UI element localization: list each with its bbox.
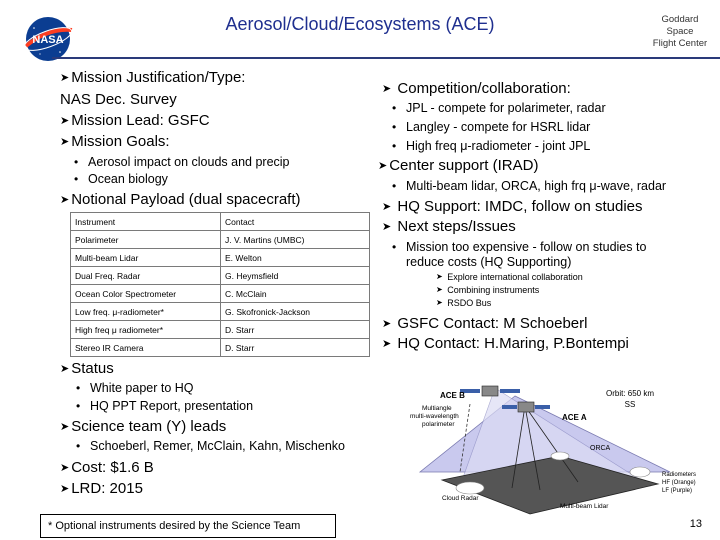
contact-cell: G. Skofronick-Jackson: [221, 303, 370, 321]
mission-diagram: [400, 376, 710, 516]
mission-lead: ➤ Mission Lead: GSFC: [60, 112, 210, 129]
instrument-cell: Polarimeter: [71, 231, 221, 249]
cloud-icon: [456, 482, 484, 494]
goal-item: • Ocean biology: [74, 172, 168, 186]
polarimeter-label-3: polarimeter: [422, 421, 455, 428]
competition-heading: ➤ Competition/collaboration:: [382, 80, 571, 97]
next-steps-item-continued: reduce costs (HQ Supporting): [406, 255, 572, 269]
next-steps-item: • Mission too expensive - follow on studies to: [392, 240, 647, 254]
table-row: [71, 285, 370, 303]
next-steps-heading: ➤ Next steps/Issues: [382, 218, 516, 235]
cloud-icon: [551, 452, 569, 460]
competition-item: • Langley - compete for HSRL lidar: [392, 120, 591, 134]
orbit-label-2: SS: [624, 400, 636, 409]
instrument-cell: Dual Freq. Radar: [71, 267, 221, 285]
hq-contact: ➤ HQ Contact: H.Maring, P.Bontempi: [382, 335, 629, 352]
competition-item: • High freq μ-radiometer - joint JPL: [392, 139, 591, 153]
cloud-icon: [630, 467, 650, 477]
table-row: [71, 231, 370, 249]
status-item: • White paper to HQ: [76, 381, 194, 395]
radiometer-label-2: HF (Orange): [662, 480, 696, 486]
instrument-cell: Low freq. μ-radiometer*: [71, 303, 221, 321]
mission-type: ➤ Mission Justification/Type:: [60, 69, 246, 86]
ace-a-label: ACE A: [562, 413, 587, 422]
contact-cell: J. V. Martins (UMBC): [221, 231, 370, 249]
hq-support: ➤ HQ Support: IMDC, follow on studies: [382, 198, 643, 215]
contact-cell: E. Welton: [221, 249, 370, 267]
contact-cell: D. Starr: [221, 321, 370, 339]
goal-item: • Aerosol impact on clouds and precip: [74, 155, 290, 169]
status-heading: ➤ Status: [60, 360, 114, 377]
lrd: ➤ LRD: 2015: [60, 480, 143, 497]
radar-label: Cloud Radar: [442, 495, 479, 502]
ace-b-label: ACE B: [440, 391, 465, 400]
science-team-heading: ➤ Science team (Y) leads: [60, 418, 227, 435]
center-support-item: • Multi-beam lidar, ORCA, high frq μ-wave, radar: [392, 179, 667, 193]
center-support-heading: ➤ Center support (IRAD): [378, 157, 539, 174]
contact-cell: G. Heymsfield: [221, 267, 370, 285]
table-header-row: [71, 213, 370, 231]
contact-cell: D. Starr: [221, 339, 370, 357]
table-row: [71, 303, 370, 321]
radiometer-label: Radiometers: [662, 472, 697, 478]
competition-item: • JPL - compete for polarimeter, radar: [392, 101, 606, 115]
polarimeter-label: Multiangle: [422, 405, 452, 412]
polarimeter-label-2: multi-wavelength: [410, 413, 459, 420]
logo-text: NASA: [32, 34, 64, 46]
page-title: Aerosol/Cloud/Ecosystems (ACE): [225, 14, 495, 34]
science-team-item: • Schoeberl, Remer, McClain, Kahn, Mischenko: [76, 439, 345, 453]
footnote: * Optional instruments desired by the Science Team: [40, 514, 336, 538]
table-row: [71, 321, 370, 339]
notional-payload: ➤ Notional Payload (dual spacecraft): [60, 191, 301, 208]
instrument-cell: Ocean Color Spectrometer: [71, 285, 221, 303]
status-item: • HQ PPT Report, presentation: [76, 399, 254, 413]
instrument-cell: Multi-beam Lidar: [71, 249, 221, 267]
page-number: 13: [689, 518, 702, 530]
gsfc-contact: ➤ GSFC Contact: M Schoeberl: [382, 315, 588, 332]
table-header: Instrument: [71, 213, 221, 231]
center-name: Goddard Space Flight Center: [652, 14, 708, 49]
survey: NAS Dec. Survey: [60, 91, 177, 108]
sub-item: ➤ RSDO Bus: [436, 298, 492, 308]
sub-item: ➤ Explore international collaboration: [436, 272, 583, 282]
table-row: [71, 267, 370, 285]
contact-cell: C. McClain: [221, 285, 370, 303]
radiometer-label-3: LF (Purple): [662, 488, 693, 494]
instrument-cell: Stereo IR Camera: [71, 339, 221, 357]
table-row: [71, 339, 370, 357]
instrument-cell: High freq μ radiometer*: [71, 321, 221, 339]
orca-label: ORCA: [590, 445, 611, 452]
cost: ➤ Cost: $1.6 B: [60, 459, 154, 476]
lidar-label: Multi-beam Lidar: [560, 503, 609, 510]
instrument-table: [70, 212, 370, 357]
orbit-label: Orbit: 650 km: [605, 389, 655, 398]
header-rule: [52, 57, 720, 59]
table-header: Contact: [221, 213, 370, 231]
sub-item: ➤ Combining instruments: [436, 285, 540, 295]
mission-goals: ➤ Mission Goals:: [60, 133, 170, 150]
table-row: [71, 249, 370, 267]
